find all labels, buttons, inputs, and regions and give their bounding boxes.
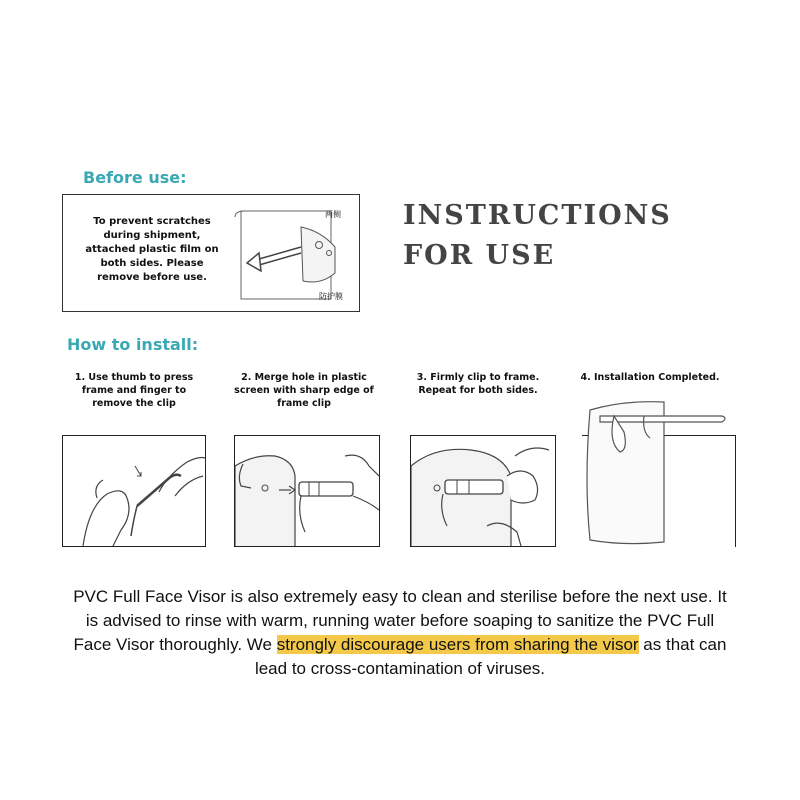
- paragraph-line-3-end: as that can: [638, 635, 727, 654]
- step-3-label: [406, 371, 550, 397]
- step-1-label-line: 1. Use thumb to press: [74, 372, 194, 383]
- before-use-heading: Before use:: [83, 168, 187, 187]
- step-2-label-line: screen with sharp edge of: [234, 385, 374, 396]
- before-use-text-line: remove before use.: [97, 272, 207, 283]
- step-3-label-line: Repeat for both sides.: [418, 385, 538, 396]
- how-to-install-heading: How to install:: [67, 335, 199, 354]
- merge-hole-drawing: [235, 436, 379, 546]
- paragraph-line-2: is advised to rinse with warm, running water before soaping to sanitize the PVC Full: [85, 611, 715, 630]
- paragraph-line-4: lead to cross-contamination of viruses.: [254, 659, 546, 678]
- highlighted-warning: strongly discourage users from sharing the visor: [276, 635, 639, 654]
- before-use-text-line: To prevent scratches: [93, 216, 211, 227]
- diagram-label-film: 防护膜: [319, 292, 343, 301]
- step-2-label-line: frame clip: [277, 398, 331, 409]
- step-1-label-line: frame and finger to: [81, 385, 187, 396]
- step-3-label-line: 3. Firmly clip to frame.: [416, 372, 540, 383]
- step-2-label: [230, 371, 378, 410]
- paragraph-line-3: [20, 633, 780, 657]
- paragraph-line-1: PVC Full Face Visor is also extremely easy to clean and sterilise before the next use. It: [73, 587, 727, 606]
- step-4-label: [578, 371, 722, 384]
- diagram-label-sides: 两侧: [325, 210, 341, 219]
- step-4-visor-drawing: [584, 392, 734, 548]
- step-4-label-line: 4. Installation Completed.: [580, 372, 720, 383]
- completed-visor-drawing: [584, 392, 734, 548]
- instructions-title: [403, 196, 672, 276]
- instructions-title-line2: FOR USE: [403, 240, 556, 271]
- before-use-text-line: both sides. Please: [100, 258, 204, 269]
- visor-film-illustration: [231, 207, 351, 303]
- care-paragraph: [20, 585, 780, 681]
- paragraph-line-3-start: Face Visor thoroughly. We: [73, 635, 277, 654]
- before-use-text-line: attached plastic film on: [85, 244, 219, 255]
- step-1-illustration: [62, 435, 206, 547]
- film-removal-diagram: [231, 207, 351, 303]
- step-2-illustration: [234, 435, 380, 547]
- before-use-box: [62, 194, 360, 312]
- clip-to-frame-drawing: [411, 436, 555, 546]
- step-1-label: [62, 371, 206, 410]
- step-3-illustration: [410, 435, 556, 547]
- hand-press-clip-drawing: [63, 436, 205, 546]
- instructions-title-line1: INSTRUCTIONS: [403, 200, 672, 231]
- before-use-text: [77, 215, 227, 285]
- step-2-label-line: 2. Merge hole in plastic: [241, 372, 367, 383]
- step-1-label-line: remove the clip: [92, 398, 176, 409]
- before-use-text-line: during shipment,: [103, 230, 201, 241]
